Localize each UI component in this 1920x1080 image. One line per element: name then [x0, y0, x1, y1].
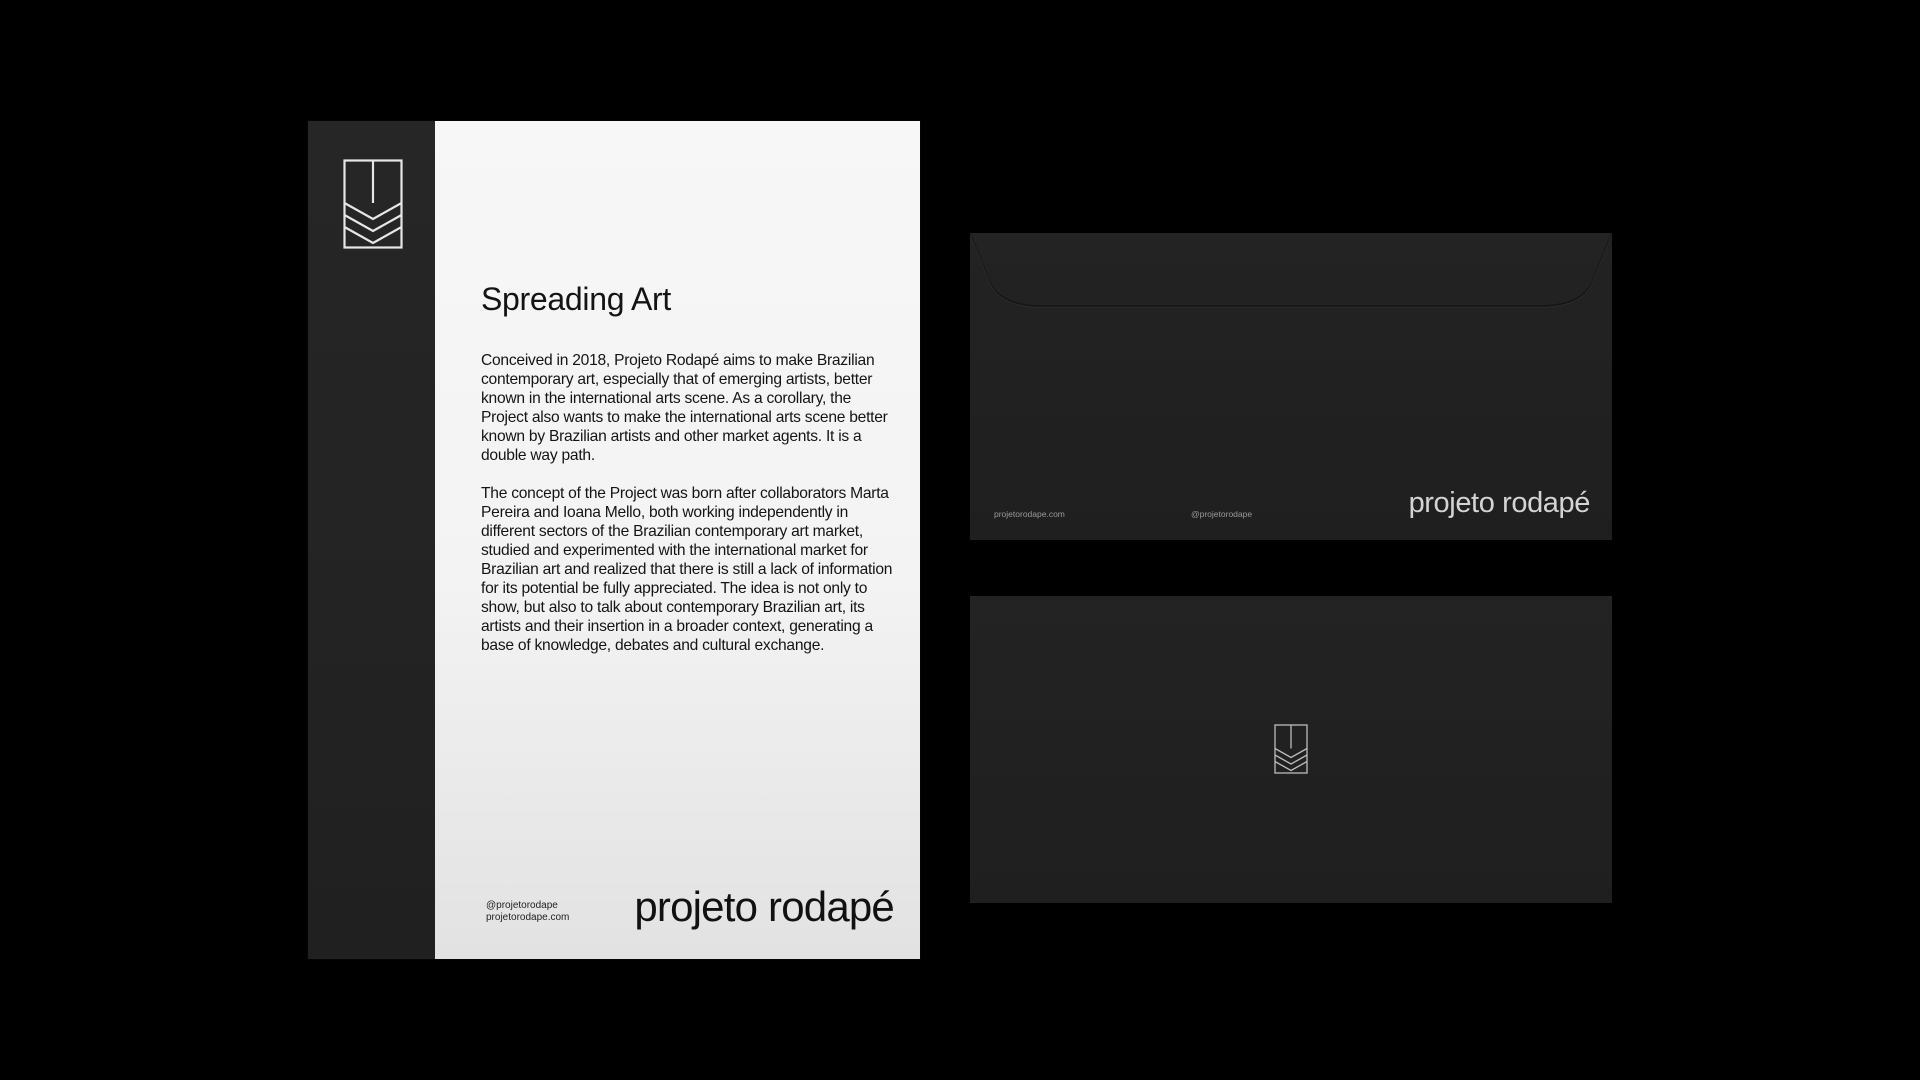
chevron-shield-icon — [343, 159, 403, 249]
body-paragraph: Conceived in 2018, Projeto Rodapé aims to make Brazilian contemporary art, especially that of emerging artists, better known in the international arts scene. As a corollary, the Project also wants to make the international arts scene better known by Brazilian artists and other market agents. It is a double way path. — [481, 352, 888, 464]
envelope-url: projetorodape.com — [994, 509, 1065, 519]
letterhead-side-band — [308, 121, 435, 959]
letterhead-paper — [435, 121, 920, 959]
sheet-url: projetorodape.com — [486, 912, 570, 923]
envelope-back — [970, 233, 1612, 540]
envelope-front — [970, 596, 1612, 903]
sheet-contact — [486, 900, 569, 924]
envelope-flap — [970, 233, 1612, 313]
chevron-shield-icon — [1274, 724, 1308, 774]
sheet-wordmark: projeto rodapé — [634, 883, 894, 930]
sheet-handle: @projetorodape — [486, 900, 558, 911]
sheet-title: Spreading Art — [481, 281, 672, 317]
body-paragraph: The concept of the Project was born after collaborators Marta Pereira and Ioana Mello, both working independently in different sectors of the Brazilian contemporary art market, studied and experimented with the international market for Brazilian art and realized that there is still a lack of information for its potential be fully appreciated. The idea is not only to show, but also to talk about contemporary Brazilian art, its artists and their insertion in a broader context, generating a base of knowledge, debates and cultural exchange. — [481, 485, 893, 654]
envelope-handle: @projetorodape — [1191, 509, 1253, 519]
envelope-wordmark: projeto rodapé — [1408, 487, 1590, 519]
letterhead-sheet — [308, 121, 920, 959]
sheet-body — [481, 351, 893, 674]
